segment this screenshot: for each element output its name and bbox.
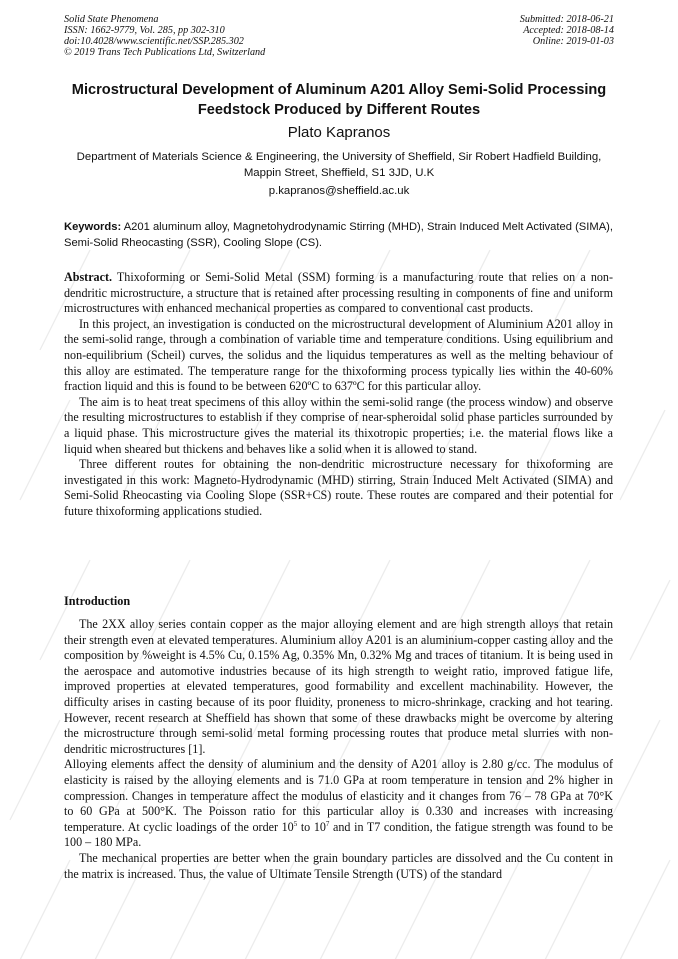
paragraph-text: and in T7 condition, the fatigue strength was found to be 100 – 180 MPa.	[64, 819, 613, 850]
abstract	[64, 270, 613, 520]
paragraph-text: to 10	[297, 819, 326, 834]
abstract-paragraph: Three different routes for obtaining the non-dendritic microstructure necessary for thixoforming are investigated in this work: Magneto-Hydrodynamic (MHD) stirring, Strain Induced Melt Activated (SIMA) and Semi-Solid Rheocasting via Cooling Slope (SSR+CS) route. These routes are compared and their potential for future thixoforming applications studied.	[64, 457, 613, 518]
body-paragraph: The mechanical properties are better when the grain boundary particles are dissolved and the Cu content in the matrix is increased. Thus, the value of Ultimate Tensile Strength (UTS) of the standard	[64, 850, 613, 881]
journal-copyright: © 2019 Trans Tech Publications Ltd, Switzerland	[64, 47, 266, 58]
journal-issn: ISSN: 1662-9779, Vol. 285, pp 302-310	[64, 25, 225, 36]
online-date: Online: 2019-01-03	[532, 36, 614, 47]
keywords	[64, 220, 613, 251]
accepted-date: Accepted: 2018-08-14	[523, 25, 614, 36]
abstract-label: Abstract.	[64, 270, 113, 284]
body-paragraph: The 2XX alloy series contain copper as the major alloying element and are high strength alloys that retain their strength even at elevated temperatures. Aluminium alloy A201 is an aluminium-copper casting alloy and the composition by %weight is 4.5% Cu, 0.15% Ag, 0.35% Mn, 0.32% Mg and traces of titanium. It is being used in the aerospace and automotive industries because of its high strength to weight ratio, improved fatigue life, improved properties at elevated temperatures, good formability and excellent machinability. However, the difficulty arises in casting because of its poor fluidity, proneness to micro-shrinkage, cracking and hot tearing. However, recent research at Sheffield has shown that some of these drawbacks might be overcome by altering the microstructure through semi-solid metal forming processing routes that produce metal slurries with non-dendritic microstructures [1].	[64, 617, 613, 756]
author-email[interactable]: p.kapranos@sheffield.ac.uk	[268, 185, 410, 197]
superscript: 7	[325, 819, 330, 828]
journal-name: Solid State Phenomena	[64, 14, 159, 25]
keywords-label: Keywords:	[64, 221, 122, 233]
abstract-paragraph: The aim is to heat treat specimens of this alloy within the semi-solid range (the process window) and observe the resulting microstructures to establish if they comprise of near-spheroidal solid phase particles surrounded by a liquid phase. This microstructure gives the material its thixotropic properties; i.e. the material flows like a liquid when sheared but thickens and behaves like a solid when it is allowed to stand.	[64, 394, 613, 456]
journal-doi: doi:10.4028/www.scientific.net/SSP.285.302	[64, 36, 244, 47]
submitted-date: Submitted: 2018-06-21	[519, 14, 614, 25]
superscript: 5	[293, 819, 298, 828]
paragraph-text: Alloying elements affect the density of aluminium and the density of A201 alloy is 2.80 g/cc. The modulus of elasticity is raised by the alloying elements and is 71.0 GPa at room temperature in tension and 2% higher in compression. Changes in temperature affect the modulus of elasticity and it changes from 76 – 78 GPa at 70°K to 60 GPa at 500°K. The Poisson ratio for this particular alloy is 0.330 and increases with increasing temperature. At cyclic loadings of the order 10	[64, 757, 613, 834]
abstract-paragraph: In this project, an investigation is conducted on the microstructural development of Aluminium A201 alloy in the semi-solid range, through a combination of variable time and temperature conditions. Using equilibrium and non-equilibrium (Scheil) curves, the solidus and the liquidus temperatures as well as the melting behaviour of this alloy are estimated. The temperature range for the thixoforming process typically lies within the 40-60% fraction liquid and this is found to be between 620ºC to 637ºC for this particular alloy.	[64, 316, 613, 394]
publication-dates	[520, 14, 614, 47]
abstract-paragraph	[64, 270, 613, 317]
author-name: Plato Kapranos	[287, 124, 391, 141]
journal-info	[64, 14, 265, 58]
keywords-text: A201 aluminum alloy, Magnetohydrodynamic Stirring (MHD), Strain Induced Melt Activated (SIMA), Semi-Solid Rheocasting (SSR), Cooling Slope (CS).	[64, 221, 613, 249]
introduction-section	[64, 617, 613, 882]
paper-title: Microstructural Development of Aluminum A201 Alloy Semi-Solid Processing Feedstock Produced by Different Routes	[71, 82, 607, 118]
author-affiliation: Department of Materials Science & Engineering, the University of Sheffield, Sir Robert Hadfield Building, Mappin Street, Sheffield, S1 3JD, U.K	[76, 151, 602, 179]
body-paragraph	[64, 757, 613, 851]
abstract-text: Thixoforming or Semi-Solid Metal (SSM) forming is a manufacturing route that relies on a non-dendritic microstructure, a structure that is retained after processing resulting in components of fine and uniform microstructures with enhanced mechanical properties as compared to conventional cast products.	[64, 270, 613, 316]
section-heading-introduction: Introduction	[64, 594, 131, 608]
